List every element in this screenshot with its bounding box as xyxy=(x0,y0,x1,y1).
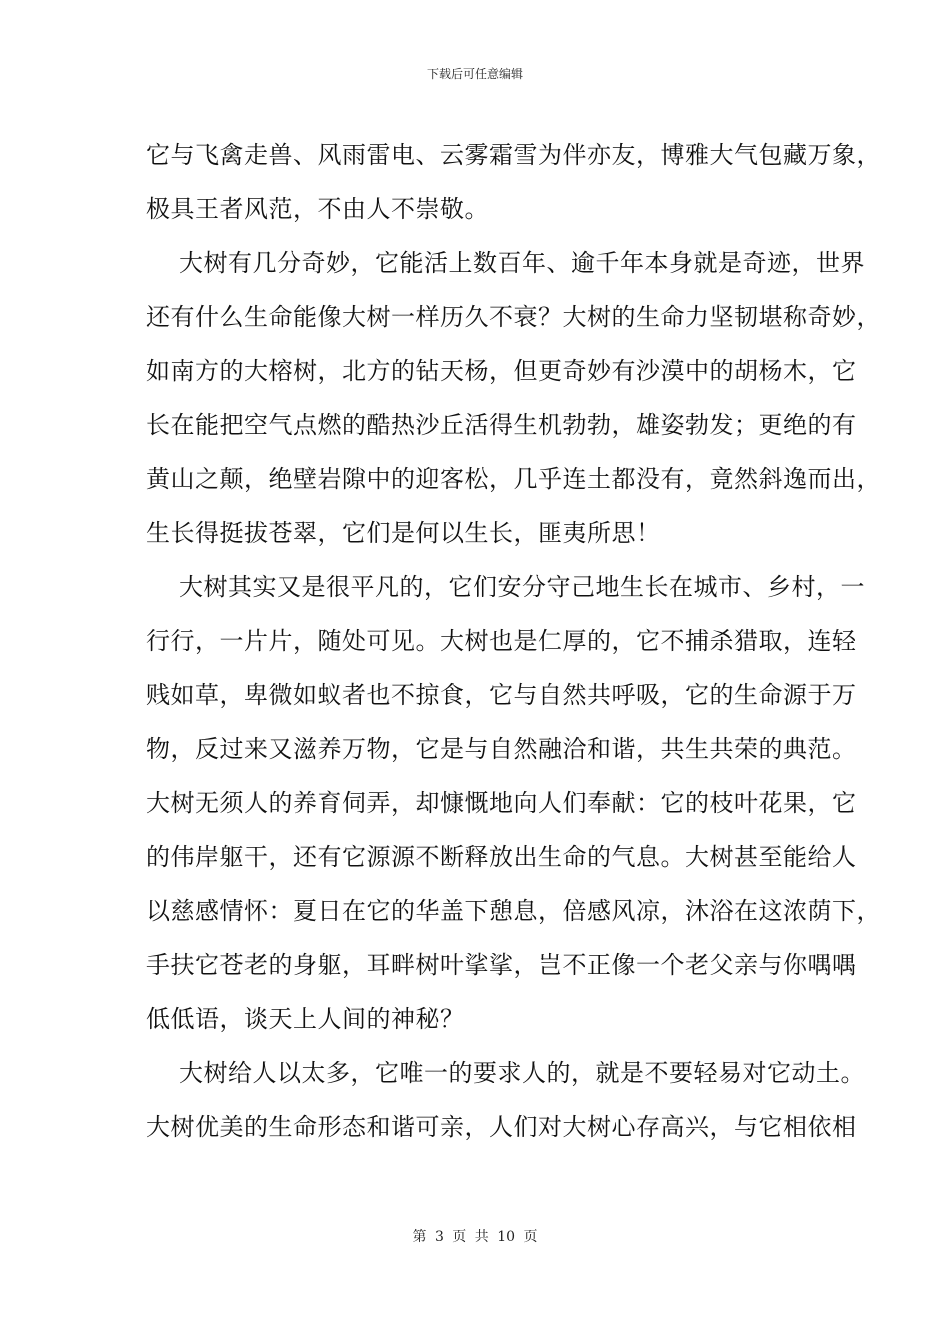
text-line: 贱如草，卑微如蚁者也不掠食，它与自然共呼吸，它的生命源于万 xyxy=(146,681,857,709)
text-line: 长在能把空气点燃的酷热沙丘活得生机勃勃，雄姿勃发；更绝的有 xyxy=(146,411,857,439)
document-body xyxy=(146,128,881,1154)
text-line: 大树无须人的养育伺弄，却慷慨地向人们奉献：它的枝叶花果，它 xyxy=(146,789,857,817)
text-line: 大树给人以太多，它唯一的要求人的，就是不要轻易对它动土。 xyxy=(179,1059,865,1087)
text-line: 低低语，谈天上人间的神秘？ xyxy=(146,1005,465,1033)
text-line: 大树优美的生命形态和谐可亲，人们对大树心存高兴，与它相依相 xyxy=(146,1113,857,1141)
text-line: 大树其实又是很平凡的，它们安分守己地生长在城市、乡村，一 xyxy=(179,573,865,601)
page-footer: 第 3 页 共 10 页 xyxy=(412,1229,538,1245)
page-header: 下载后可任意编辑 xyxy=(426,67,523,81)
text-line: 还有什么生命能像大树一样历久不衰？大树的生命力坚韧堪称奇妙， xyxy=(146,303,881,331)
text-line: 的伟岸躯干，还有它源源不断释放出生命的气息。大树甚至能给人 xyxy=(146,843,857,871)
text-line: 黄山之颠，绝壁岩隙中的迎客松，几乎连土都没有，竟然斜逸而出， xyxy=(146,465,881,493)
text-line: 如南方的大榕树，北方的钻天杨，但更奇妙有沙漠中的胡杨木，它 xyxy=(146,357,857,385)
text-line: 物，反过来又滋养万物，它是与自然融洽和谐，共生共荣的典范。 xyxy=(146,735,857,763)
text-line: 大树有几分奇妙，它能活上数百年、逾千年本身就是奇迹，世界 xyxy=(179,249,865,277)
text-line: 极具王者风范，不由人不崇敬。 xyxy=(146,195,489,223)
text-line: 手扶它苍老的身躯，耳畔树叶挲挲，岂不正像一个老父亲与你喁喁 xyxy=(146,951,857,979)
text-line: 它与飞禽走兽、风雨雷电、云雾霜雪为伴亦友，博雅大气包藏万象， xyxy=(146,141,881,169)
text-line: 行行，一片片，随处可见。大树也是仁厚的，它不捕杀猎取，连轻 xyxy=(146,627,857,655)
text-line: 以慈感情怀：夏日在它的华盖下憩息，倍感风凉，沐浴在这浓荫下， xyxy=(146,897,881,925)
text-line: 生长得挺拔苍翠，它们是何以生长，匪夷所思！ xyxy=(146,519,661,547)
